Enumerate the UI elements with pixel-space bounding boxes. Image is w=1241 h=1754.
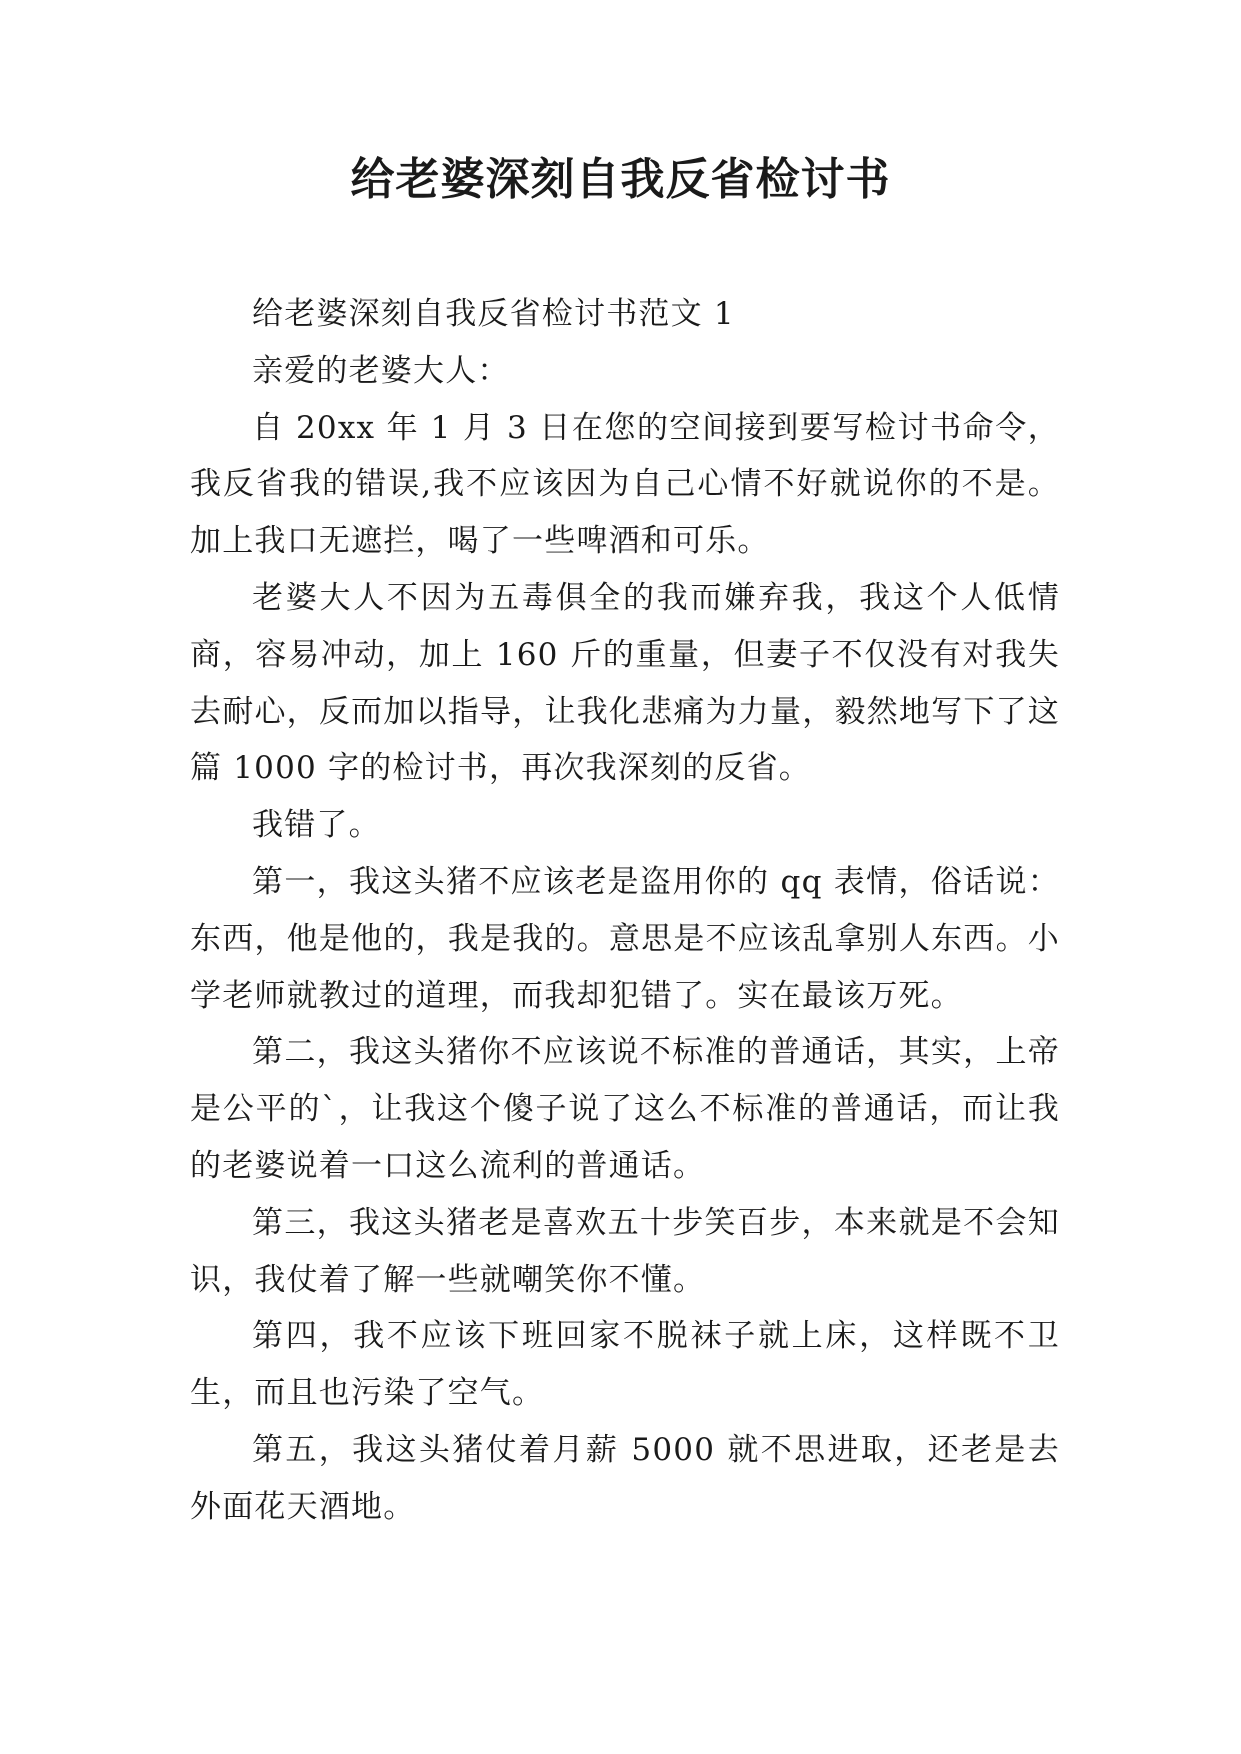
paragraph: 我错了。 <box>252 807 381 844</box>
paragraph: 第二，我这头猪你不应该说不标准的普通话，其实，上帝是公平的`，让我这个傻子说了这么不标准的普通话，而让我的老婆说着一口这么流利的普通话。 <box>190 1034 1060 1184</box>
document-subtitle: 给老婆深刻自我反省检讨书范文 1 <box>252 296 735 332</box>
document-body <box>190 286 1060 1536</box>
salutation: 亲爱的老婆大人： <box>252 352 510 389</box>
paragraph: 自 20xx 年 1 月 3 日在您的空间接到要写检讨书命令，我反省我的错误,我不应该因为自己心情不好就说你的不是。加上我口无遮拦，喝了一些啤酒和可乐。 <box>190 409 1060 560</box>
paragraph: 第五，我这头猪仗着月薪 5000 就不思进取，还老是去外面花天酒地。 <box>190 1431 1060 1525</box>
paragraph: 第四，我不应该下班回家不脱袜子就上床，这样既不卫生，而且也污染了空气。 <box>190 1318 1060 1412</box>
paragraph: 第三，我这头猪老是喜欢五十步笑百步，本来就是不会知识，我仗着了解一些就嘲笑你不懂。 <box>190 1204 1060 1298</box>
paragraph: 第一，我这头猪不应该老是盗用你的 qq 表情，俗话说：东西，他是他的，我是我的。意思是不应该乱拿别人东西。小学老师就教过的道理，而我却犯错了。实在最该万死。 <box>190 863 1060 1014</box>
document-title: 给老婆深刻自我反省检讨书 <box>350 154 891 205</box>
paragraph: 老婆大人不因为五毒俱全的我而嫌弃我，我这个人低情商，容易冲动，加上 160 斤的重量，但妻子不仅没有对我失去耐心，反而加以指导，让我化悲痛为力量，毅然地写下了这篇 1000 字的检讨书，再次我深刻的反省。 <box>190 579 1060 787</box>
